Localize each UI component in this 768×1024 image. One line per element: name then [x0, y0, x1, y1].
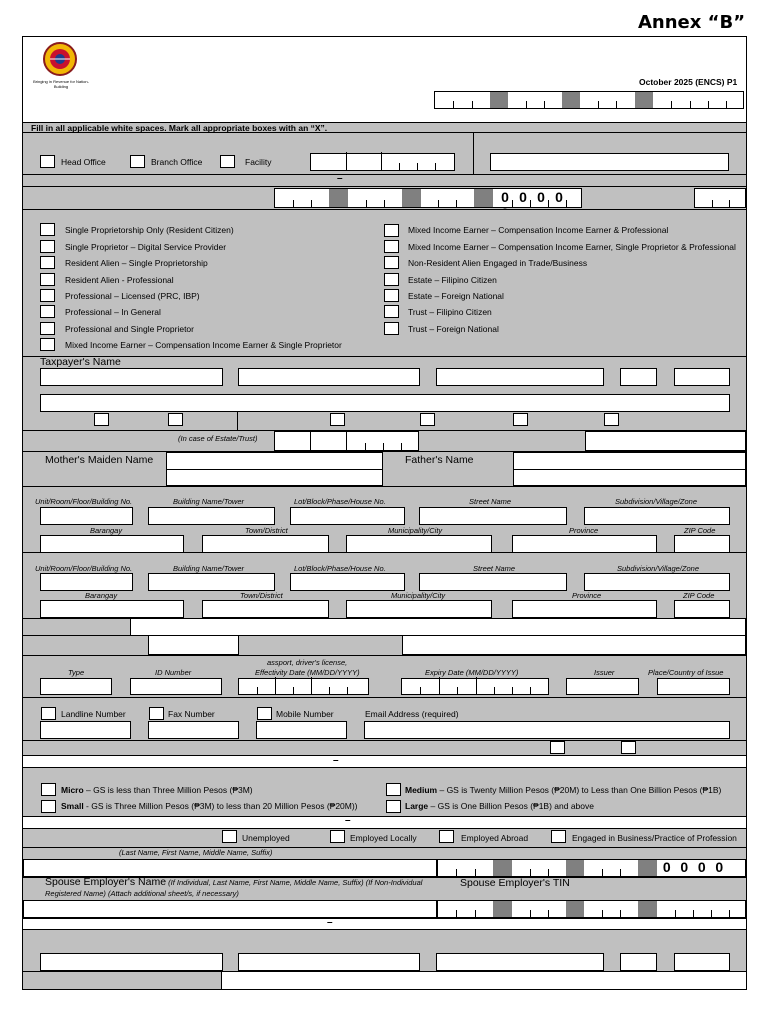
issuer-field[interactable]: [566, 678, 639, 695]
id-number-field[interactable]: [130, 678, 222, 695]
province-field[interactable]: [512, 600, 657, 618]
address-label: Province: [572, 591, 602, 600]
type-checkbox[interactable]: [40, 305, 55, 318]
tin-field[interactable]: [274, 188, 582, 208]
spouse-branch-digit: 0: [697, 859, 706, 875]
option-checkbox[interactable]: [513, 413, 528, 426]
form-code: October 2025 (ENCS) P1: [639, 77, 738, 87]
spouse-employer-name-label: [45, 877, 435, 899]
type-label: Mixed Income Earner – Compensation Income Earner, Single Proprietor & Professional: [408, 242, 736, 252]
estate-trust-note: (In case of Estate/Trust): [178, 434, 258, 443]
type-label: Trust – Filipino Citizen: [408, 307, 492, 317]
id-issuer-label: Issuer: [594, 668, 615, 677]
section-divider: –: [337, 173, 343, 184]
micro-label: [61, 785, 253, 795]
place-of-issue-field[interactable]: [657, 678, 730, 695]
landline-checkbox[interactable]: [41, 707, 56, 720]
office-code-field[interactable]: [310, 153, 455, 171]
rdo-code-field[interactable]: [694, 188, 746, 208]
type-label: Professional – In General: [65, 307, 161, 317]
business-label: Engaged in Business/Practice of Profession: [572, 833, 737, 843]
type-checkbox[interactable]: [40, 223, 55, 236]
subdivision-field[interactable]: [584, 507, 730, 525]
option-checkbox[interactable]: [168, 413, 183, 426]
barangay-field[interactable]: [40, 600, 184, 618]
type-checkbox[interactable]: [40, 256, 55, 269]
option-checkbox[interactable]: [420, 413, 435, 426]
spouse-name-note: (Last Name, First Name, Middle Name, Suffix): [119, 848, 273, 857]
employed-abroad-label: Employed Abroad: [461, 833, 529, 843]
expiry-date-field[interactable]: [401, 678, 549, 695]
small-bold: Small: [61, 801, 84, 811]
zip-code-field[interactable]: [674, 535, 730, 553]
option-checkbox[interactable]: [550, 741, 565, 754]
extra-field[interactable]: [148, 635, 239, 655]
small-checkbox[interactable]: [41, 800, 56, 813]
mobile-label: Mobile Number: [276, 709, 334, 719]
address-label: Subdivision/Village/Zone: [615, 497, 697, 506]
branch-code-digit: 0: [519, 189, 527, 205]
lot-field[interactable]: [290, 573, 405, 591]
id-type-field[interactable]: [40, 678, 112, 695]
extra-field[interactable]: [402, 635, 746, 655]
spouse-employer-name-note: (If Individual, Last Name, First Name, Middle Name, Suffix) (If Non-Individual Registered Name) (Attach additional sheet/s, if necessary): [45, 878, 423, 898]
branch-office-label: Branch Office: [151, 157, 203, 167]
option-checkbox[interactable]: [330, 413, 345, 426]
municipality-field[interactable]: [346, 535, 492, 553]
nickname-field[interactable]: [674, 368, 730, 386]
middle-name-field[interactable]: [436, 953, 604, 971]
subdivision-field[interactable]: [584, 573, 730, 591]
header-tin-field[interactable]: [434, 91, 744, 109]
address-label: ZIP Code: [683, 591, 715, 600]
type-checkbox[interactable]: [40, 289, 55, 302]
office-field[interactable]: [490, 153, 729, 171]
effectivity-date-field[interactable]: [238, 678, 369, 695]
branch-code-digit: 0: [537, 189, 545, 205]
address-label: Town/District: [245, 526, 288, 535]
type-checkbox[interactable]: [384, 305, 399, 318]
taxpayer-name-label: Taxpayer's Name: [40, 356, 121, 368]
type-checkbox[interactable]: [384, 224, 399, 237]
address-label: Municipality/City: [388, 526, 443, 535]
address-label: ZIP Code: [684, 526, 716, 535]
estate-field[interactable]: [585, 431, 746, 451]
type-checkbox[interactable]: [384, 289, 399, 302]
province-field[interactable]: [512, 535, 657, 553]
zip-code-field[interactable]: [674, 600, 730, 618]
head-office-label: Head Office: [61, 157, 106, 167]
landline-field[interactable]: [40, 721, 131, 739]
micro-bold: Micro: [61, 785, 84, 795]
employed-locally-checkbox[interactable]: [330, 830, 345, 843]
mothers-maiden-name-label: Mother's Maiden Name: [45, 454, 154, 466]
fax-label: Fax Number: [168, 709, 215, 719]
middle-name-field[interactable]: [436, 368, 604, 386]
landline-label: Landline Number: [61, 709, 126, 719]
annex-title: Annex “B”: [638, 12, 746, 33]
facility-label: Facility: [245, 157, 272, 167]
id-type-label: Type: [68, 668, 85, 677]
address-label: Town/District: [240, 591, 283, 600]
employed-abroad-checkbox[interactable]: [439, 830, 454, 843]
address-label: Building Name/Tower: [173, 564, 245, 573]
type-label: Resident Alien - Professional: [65, 275, 174, 285]
id-effectivity-label: assport, driver's license,: [267, 658, 348, 667]
spouse-branch-digit: 0: [715, 859, 724, 875]
micro-checkbox[interactable]: [41, 783, 56, 796]
section-divider: –: [327, 917, 333, 928]
id-effectivity-label: Effectivity Date (MM/DD/YYYY): [255, 668, 360, 677]
type-label: Professional and Single Proprietor: [65, 324, 194, 334]
building-name-field[interactable]: [148, 507, 275, 525]
medium-checkbox[interactable]: [386, 783, 401, 796]
large-label: [405, 801, 594, 811]
large-checkbox[interactable]: [386, 800, 401, 813]
type-checkbox[interactable]: [384, 322, 399, 335]
id-place-label: Place/Country of Issue: [648, 668, 724, 677]
building-name-field[interactable]: [148, 573, 275, 591]
fathers-name-label: Father's Name: [405, 454, 474, 466]
micro-text: – GS is less than Three Million Pesos (₱3M): [83, 785, 253, 795]
type-checkbox[interactable]: [384, 273, 399, 286]
unemployed-checkbox[interactable]: [222, 830, 237, 843]
spouse-name-field[interactable]: [23, 859, 437, 877]
large-text: – GS is One Billion Pesos (₱1B) and above: [428, 801, 594, 811]
address-label: Lot/Block/Phase/House No.: [294, 497, 386, 506]
spouse-employer-name-text: Spouse Employer's Name: [45, 876, 167, 888]
email-label: [365, 709, 459, 719]
lot-field[interactable]: [290, 507, 405, 525]
estate-date-field[interactable]: [274, 431, 419, 451]
address-label: Street Name: [473, 564, 516, 573]
town-field[interactable]: [202, 600, 329, 618]
address-label: Municipality/City: [391, 591, 446, 600]
id-number-label: ID Number: [155, 668, 192, 677]
address-label: Street Name: [469, 497, 512, 506]
type-label: Single Proprietor – Digital Service Provider: [65, 242, 227, 252]
type-checkbox[interactable]: [384, 240, 399, 253]
type-label: Single Proprietorship Only (Resident Citizen): [65, 225, 234, 235]
spouse-branch-digit: 0: [680, 859, 689, 875]
employed-locally-label: Employed Locally: [350, 833, 417, 843]
large-bold: Large: [405, 801, 429, 811]
street-name-field[interactable]: [419, 507, 567, 525]
small-label: [61, 801, 358, 811]
option-checkbox[interactable]: [94, 413, 109, 426]
branch-code-digit: 0: [555, 189, 563, 205]
spouse-employer-tin-field[interactable]: [437, 900, 746, 918]
section-divider: –: [333, 755, 339, 766]
mobile-field[interactable]: [256, 721, 347, 739]
suffix-field[interactable]: [620, 953, 657, 971]
unit-field[interactable]: [40, 573, 133, 591]
medium-text: – GS is Twenty Million Pesos (₱20M) to Less than One Billion Pesos (₱1B): [437, 785, 722, 795]
address-label: Unit/Room/Floor/Building No.: [35, 564, 133, 573]
address-label: Unit/Room/Floor/Building No.: [35, 497, 133, 506]
town-field[interactable]: [202, 535, 329, 553]
type-checkbox[interactable]: [40, 240, 55, 253]
head-office-checkbox[interactable]: [40, 155, 55, 168]
type-label: Mixed Income Earner – Compensation Income Earner & Professional: [408, 225, 669, 235]
type-label: Mixed Income Earner – Compensation Income Earner & Single Proprietor: [65, 340, 342, 350]
small-text: - GS is Three Million Pesos (₱3M) to less than 20 Million Pesos (₱20M)): [83, 801, 358, 811]
business-checkbox[interactable]: [551, 830, 566, 843]
spouse-employer-tin-label: Spouse Employer's TIN: [460, 877, 570, 889]
id-expiry-label: Expiry Date (MM/DD/YYYY): [425, 668, 519, 677]
type-label: Non-Resident Alien Engaged in Trade/Business: [408, 258, 588, 268]
bir-logo: [37, 41, 83, 77]
last-name-field[interactable]: [40, 368, 223, 386]
suffix-field[interactable]: [620, 368, 657, 386]
extra-field[interactable]: [130, 618, 746, 636]
option-checkbox[interactable]: [604, 413, 619, 426]
spouse-employer-name-field[interactable]: [23, 900, 437, 918]
registration-form: [22, 36, 747, 990]
fax-checkbox[interactable]: [149, 707, 164, 720]
type-label: Professional – Licensed (PRC, IBP): [65, 291, 200, 301]
street-name-field[interactable]: [419, 573, 567, 591]
instructions: Fill in all applicable white spaces. Mark all appropriate boxes with an “X”.: [31, 123, 328, 133]
barangay-field[interactable]: [40, 535, 184, 553]
spouse-tin-field[interactable]: [437, 859, 746, 877]
address-label: Building Name/Tower: [173, 497, 245, 506]
municipality-field[interactable]: [346, 600, 492, 618]
address-label: Barangay: [90, 526, 123, 535]
first-name-field[interactable]: [238, 368, 420, 386]
type-label: Trust – Foreign National: [408, 324, 499, 334]
address-label: Lot/Block/Phase/House No.: [294, 564, 386, 573]
email-label-text: Email Address (required): [365, 709, 459, 719]
last-name-field[interactable]: [40, 953, 223, 971]
option-checkbox[interactable]: [621, 741, 636, 754]
nickname-field[interactable]: [674, 953, 730, 971]
fax-field[interactable]: [148, 721, 239, 739]
medium-label: [405, 785, 721, 795]
unit-field[interactable]: [40, 507, 133, 525]
type-label: Estate – Filipino Citizen: [408, 275, 497, 285]
registered-name-field[interactable]: [40, 394, 730, 412]
section-divider: –: [345, 815, 351, 826]
email-field[interactable]: [364, 721, 730, 739]
type-label: Estate – Foreign National: [408, 291, 504, 301]
branch-office-checkbox[interactable]: [130, 155, 145, 168]
address-label: Barangay: [85, 591, 118, 600]
branch-code-digit: 0: [501, 189, 509, 205]
type-checkbox[interactable]: [40, 322, 55, 335]
facility-checkbox[interactable]: [220, 155, 235, 168]
medium-bold: Medium: [405, 785, 438, 795]
type-label: Resident Alien – Single Proprietorship: [65, 258, 208, 268]
address-label: Province: [569, 526, 599, 535]
type-checkbox[interactable]: [40, 338, 55, 351]
type-checkbox[interactable]: [384, 256, 399, 269]
spouse-branch-digit: 0: [662, 859, 671, 875]
unemployed-label: Unemployed: [242, 833, 290, 843]
type-checkbox[interactable]: [40, 273, 55, 286]
mobile-checkbox[interactable]: [257, 707, 272, 720]
first-name-field[interactable]: [238, 953, 420, 971]
logo-caption: Bringing in Revenue for Nation-Building: [33, 79, 89, 89]
address-label: Subdivision/Village/Zone: [617, 564, 699, 573]
